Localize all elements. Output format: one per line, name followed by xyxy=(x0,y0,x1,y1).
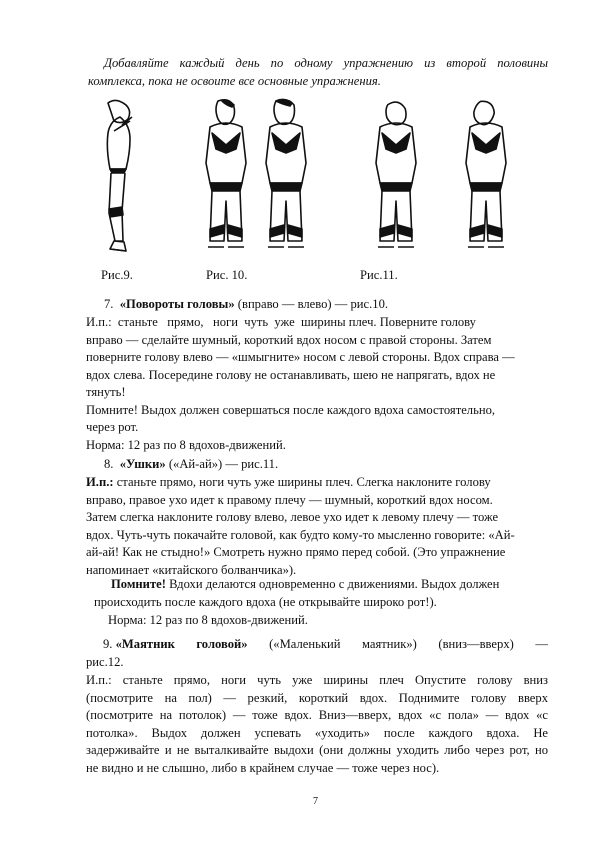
ex8-norm: Норма: 12 раз по 8 вдохов-движений. xyxy=(108,613,308,627)
ex7-name: «Повороты головы» xyxy=(119,297,235,311)
ex7-norm: Норма: 12 раз по 8 вдохов-движений. xyxy=(86,437,286,452)
ex9-name-a: «Маятник xyxy=(115,637,175,651)
ex7-line: тянуть! xyxy=(86,385,126,399)
ex9-body xyxy=(86,672,548,777)
figure-9-backward-bend xyxy=(100,97,146,257)
ex9-line: (посмотрите на потолок) — тоже вдох. Вниз—вверх, вдох «с пола» — вдох «с xyxy=(86,708,548,722)
ex7-heading-rest: (вправо — влево) — рис.10. xyxy=(234,297,389,311)
ex8-line: напоминает «китайского болванчика»). xyxy=(86,562,297,577)
ex9-heading xyxy=(103,636,548,654)
ex9-line: задерживайте и не выталкивайте выдохи (они должны уходить либо через рот, но xyxy=(86,743,548,757)
caption-fig-11: Рис.11. xyxy=(360,268,398,282)
ex7-line: И.п.: станьте прямо, ноги чуть уже ширины плеч. Поверните голову xyxy=(86,315,476,329)
ex9-name-b: головой» xyxy=(196,637,248,651)
figure-10b-head-turn-left xyxy=(262,97,310,257)
ex8-line: Затем слегка наклоните голову влево, левое ухо идет к левому плечу — тоже xyxy=(86,510,499,524)
ex8-note-line-2: происходить после каждого вдоха (не открывайте широко рот!). xyxy=(94,595,437,609)
ex8-line: вдох. Чуть-чуть покачайте головой, как будто кому-то мысленно говорите: «Ай- xyxy=(86,527,515,542)
ex8-line xyxy=(86,474,536,492)
intro-line-2: комплекса, пока не освоите все основные упражнения. xyxy=(88,74,381,88)
ex9-rest-4: — xyxy=(535,637,548,651)
ex8-ip: И.п.: xyxy=(86,475,114,489)
figure-11b-head-tilt-left xyxy=(462,97,510,257)
ex9-line: (посмотрите на пол) — резкий, короткий вдох. Поднимите голову вверх xyxy=(86,690,548,705)
figure-11a-head-tilt-right xyxy=(372,97,420,257)
ex8-body xyxy=(86,474,536,579)
caption-fig-9: Рис.9. xyxy=(101,268,133,282)
ex9-heading-line-2: рис.12. xyxy=(86,655,124,669)
ex8-line-first: станьте прямо, ноги чуть уже ширины плеч. Слегка наклоните голову xyxy=(113,475,491,489)
ex8-heading-rest: («Ай-ай») — рис.11. xyxy=(165,457,279,471)
ex8-note-bold: Помните! xyxy=(111,577,166,591)
ex9-line-last: не видно и не слышно, либо в крайнем случае — тоже через нос). xyxy=(86,760,440,775)
page-number: 7 xyxy=(313,796,318,807)
ex7-line: вдох слева. Посередине голову не останавливать, шею не напрягать, вдох не xyxy=(86,367,496,382)
ex7-line: через рот. xyxy=(86,420,139,434)
ex9-rest-3: (вниз—вверх) xyxy=(438,637,514,651)
ex8-name: «Ушки» xyxy=(119,457,166,471)
ex9-rest-1: («Маленький xyxy=(269,637,341,651)
ex9-number-name xyxy=(103,636,175,654)
ex7-heading xyxy=(104,296,388,314)
ex7-line: поверните голову влево — «шмыгните» носом с левой стороны. Вдох справа — xyxy=(86,350,515,364)
ex9-rest-2: маятник») xyxy=(362,637,417,651)
ex9-line: потолка». Выдох должен успевать «уходить» после каждого вдоха. Не xyxy=(86,725,548,740)
ex8-note xyxy=(111,576,499,594)
intro-line-1: Добавляйте каждый день по одному упражнению из второй половины xyxy=(104,56,548,70)
ex8-note-rest: Вдохи делаются одновременно с движениями. Выдох должен xyxy=(165,577,500,591)
ex8-line: вправо, правое ухо идет к правому плечу — шумный, короткий вдох носом. xyxy=(86,492,493,507)
ex7-line: вправо — сделайте шумный, короткий вдох носом с правой стороны. Затем xyxy=(86,332,492,347)
ex7-line: Помните! Выдох должен совершаться после каждого вдоха самостоятельно, xyxy=(86,402,496,417)
ex8-line: ай-ай! Как не стыдно!» Смотреть нужно прямо перед собой. (Это упражнение xyxy=(86,545,506,559)
ex7-body xyxy=(86,314,532,454)
figure-10a-head-turn-right xyxy=(202,97,250,257)
ex8-heading xyxy=(104,456,278,474)
caption-fig-10: Рис. 10. xyxy=(206,268,248,282)
ex7-number: 7. xyxy=(104,297,114,311)
ex9-number: 9. xyxy=(103,637,113,651)
ex8-number: 8. xyxy=(104,457,114,471)
ex9-line: И.п.: станьте прямо, ноги чуть уже ширины плеч Опустите голову вниз xyxy=(86,673,548,687)
